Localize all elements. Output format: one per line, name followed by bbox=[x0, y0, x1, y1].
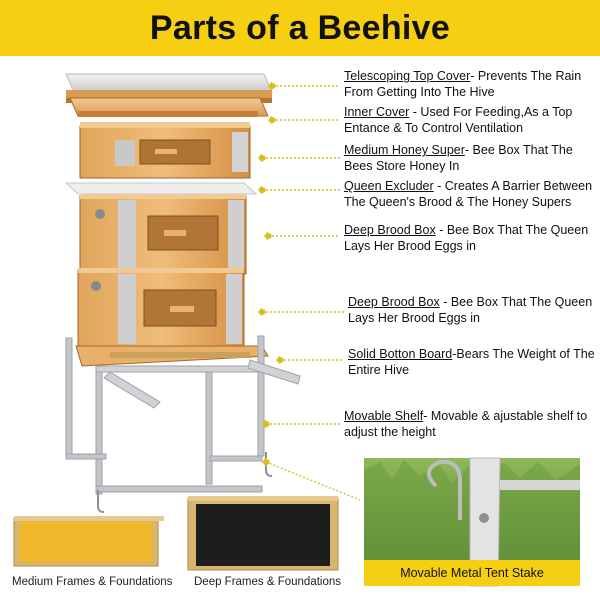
callout-desc: - Creates A Barrier Between The Queen's Brood & The Honey Supers bbox=[344, 179, 593, 209]
callout-desc: - Prevents The Rain From Getting Into The Hive bbox=[344, 69, 582, 99]
callout-desc: - Bee Box That The Queen Lays Her Brood Eggs in bbox=[344, 223, 589, 253]
callout-bottom-board bbox=[348, 346, 600, 378]
caption-tent-stake: Movable Metal Tent Stake bbox=[364, 560, 580, 586]
callout-name: Solid Botton Board bbox=[348, 347, 453, 361]
callout-inner-cover bbox=[344, 104, 596, 136]
callout-desc: - Bee Box That The Queen Lays Her Brood Eggs in bbox=[348, 295, 593, 325]
callout-deep-brood-box-2 bbox=[348, 294, 600, 326]
callout-name: Queen Excluder bbox=[344, 179, 434, 193]
caption-medium-frames: Medium Frames & Foundations bbox=[12, 576, 173, 588]
caption-deep-frames: Deep Frames & Foundations bbox=[194, 576, 342, 588]
callout-movable-shelf bbox=[344, 408, 596, 440]
callout-name: Medium Honey Super bbox=[344, 143, 465, 157]
callout-name: Movable Shelf bbox=[344, 409, 424, 423]
callout-deep-brood-box-1 bbox=[344, 222, 596, 254]
callout-name: Telescoping Top Cover bbox=[344, 69, 471, 83]
callout-desc: - Movable & ajustable shelf to adjust the height bbox=[344, 409, 588, 439]
callout-name: Inner Cover bbox=[344, 105, 410, 119]
callout-desc: -Bears The Weight of The Entire Hive bbox=[348, 347, 595, 377]
callout-desc: - Used For Feeding,As a Top Entance & To Control Ventilation bbox=[344, 105, 573, 135]
callout-medium-honey-super bbox=[344, 142, 596, 174]
callout-queen-excluder bbox=[344, 178, 596, 210]
callout-telescoping-top-cover bbox=[344, 68, 596, 100]
page-title: Parts of a Beehive bbox=[149, 8, 451, 47]
callout-desc: - Bee Box That The Bees Store Honey In bbox=[344, 143, 573, 173]
callout-name: Deep Brood Box bbox=[344, 223, 436, 237]
callout-name: Deep Brood Box bbox=[348, 295, 440, 309]
